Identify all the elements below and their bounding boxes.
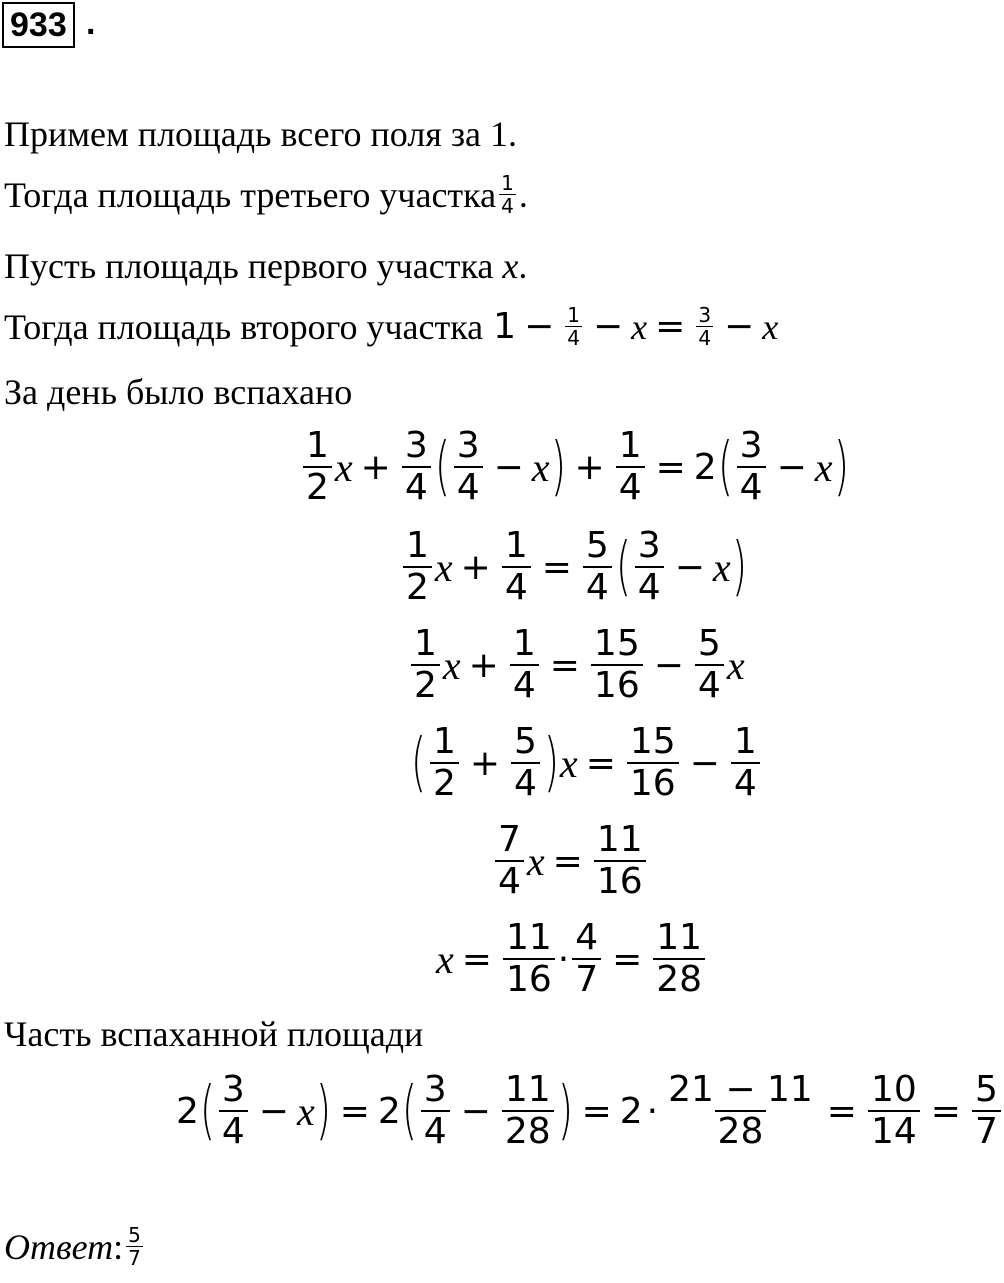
frac-den: 4	[501, 194, 514, 218]
frac-den: 2	[303, 466, 332, 508]
period: .	[518, 246, 528, 286]
frac-den: 7	[128, 1246, 141, 1270]
plus: +	[469, 742, 501, 784]
frac-den: 7	[572, 958, 601, 1000]
fraction-eleven-sixteenths	[503, 918, 555, 1000]
frac-num: 5	[974, 1069, 998, 1110]
fraction-five-quarter	[583, 526, 612, 608]
frac-num: 5	[514, 721, 537, 762]
variable-x: x	[559, 740, 578, 786]
variable-x: x	[434, 544, 453, 590]
frac-den: 4	[219, 1110, 248, 1152]
frac-num: 15	[593, 623, 640, 664]
frac-den: 2	[411, 664, 440, 706]
plus: +	[360, 446, 391, 488]
frac-num: 1	[733, 721, 757, 762]
equals: =	[552, 840, 583, 882]
fraction-ten-fourteenths	[868, 1070, 920, 1152]
frac-den: 4	[510, 664, 539, 706]
number-two: 2	[693, 446, 717, 488]
equation-3	[408, 620, 745, 710]
multiply-dot: ·	[646, 1090, 659, 1132]
fraction-one-half	[303, 426, 332, 508]
fraction-three-quarter	[402, 426, 431, 508]
fraction-three-quarter	[421, 1070, 450, 1152]
variable-x: x	[442, 642, 461, 688]
frac-num: 21 − 11	[668, 1069, 813, 1110]
frac-num: 1	[618, 425, 642, 466]
frac-den: 4	[502, 566, 531, 608]
text-line-5: За день было вспахано	[4, 372, 353, 412]
right-paren: )	[550, 430, 566, 504]
text-line-2-label: Тогда площадь третьего участка	[4, 174, 497, 215]
frac-num: 5	[585, 525, 609, 566]
text-line-3	[4, 244, 527, 288]
right-paren: )	[315, 1074, 331, 1148]
right-paren: )	[833, 430, 849, 504]
multiply-dot: ·	[557, 938, 570, 980]
text-line-2	[4, 172, 528, 217]
equation-1	[300, 422, 849, 512]
variable-x: x	[814, 444, 833, 490]
left-paren: (	[717, 430, 733, 504]
frac-num: 5	[697, 623, 721, 664]
minus: −	[592, 305, 624, 347]
left-paren: (	[434, 430, 450, 504]
left-paren: (	[410, 726, 426, 800]
answer-label: Ответ	[4, 1226, 114, 1267]
frac-num: 1	[432, 721, 456, 762]
fraction-three-quarter	[635, 526, 664, 608]
equals: =	[655, 305, 686, 347]
problem-number-dot: .	[86, 4, 96, 42]
frac-den: 4	[567, 326, 580, 350]
frac-den: 4	[737, 466, 766, 508]
frac-num: 3	[698, 303, 712, 327]
answer-fraction	[126, 1224, 143, 1269]
fraction-one-quarter	[502, 526, 531, 608]
variable-x: x	[526, 838, 545, 884]
frac-den: 4	[421, 1110, 450, 1152]
minus: −	[258, 1090, 289, 1132]
problem-number: 933	[2, 2, 75, 48]
fraction-one-quarter	[731, 722, 760, 804]
frac-num: 3	[221, 1069, 245, 1110]
number-one: 1	[493, 305, 517, 347]
equals: =	[339, 1090, 370, 1132]
fraction-three-quarter	[737, 426, 766, 508]
left-paren: (	[615, 530, 631, 604]
frac-den: 4	[616, 466, 645, 508]
text-line-4	[4, 304, 778, 349]
variable-x: x	[726, 642, 745, 688]
answer-colon: :	[113, 1226, 124, 1267]
fraction-one-half	[403, 526, 432, 608]
variable-x: x	[631, 306, 648, 347]
equals: =	[655, 446, 686, 488]
frac-den: 4	[698, 326, 712, 350]
frac-den: 4	[695, 664, 724, 706]
minus: −	[653, 644, 684, 686]
minus: −	[493, 446, 524, 488]
fraction-fifteen-sixteenths	[627, 722, 679, 804]
frac-den: 16	[594, 860, 646, 902]
minus: −	[460, 1090, 491, 1132]
frac-num: 11	[596, 819, 643, 860]
frac-den: 16	[591, 664, 643, 706]
minus: −	[689, 742, 720, 784]
frac-num: 1	[567, 303, 580, 327]
frac-num: 3	[739, 425, 763, 466]
right-paren: )	[557, 1074, 573, 1148]
equals: =	[581, 1090, 612, 1132]
fraction-one-quarter	[499, 172, 516, 217]
frac-den: 14	[868, 1110, 920, 1152]
fraction-five-quarter	[695, 624, 724, 706]
frac-den: 4	[454, 466, 483, 508]
frac-den: 16	[627, 762, 679, 804]
frac-den: 4	[495, 860, 524, 902]
equation-5	[492, 816, 649, 906]
frac-num: 1	[512, 623, 536, 664]
frac-num: 1	[504, 525, 528, 566]
fraction-fifteen-sixteenths	[591, 624, 643, 706]
equals: =	[826, 1090, 857, 1132]
frac-den: 28	[715, 1110, 767, 1152]
frac-den: 4	[635, 566, 664, 608]
fraction-difference-over-28	[665, 1070, 816, 1152]
frac-num: 1	[306, 425, 329, 466]
variable-x: x	[531, 444, 550, 490]
frac-num: 3	[404, 425, 428, 466]
variable-x: x	[502, 246, 519, 286]
frac-num: 4	[575, 917, 599, 958]
fraction-three-quarter	[696, 304, 713, 349]
equals: =	[612, 938, 643, 980]
frac-num: 10	[870, 1069, 917, 1110]
equals: =	[541, 546, 572, 588]
period: .	[518, 174, 528, 215]
equation-6	[436, 914, 708, 1004]
text-line-6: Часть вспаханной площади	[4, 1014, 424, 1054]
frac-num: 3	[456, 425, 480, 466]
variable-x: x	[334, 444, 353, 490]
frac-num: 11	[504, 1069, 551, 1110]
left-paren: (	[199, 1074, 215, 1148]
fraction-one-quarter	[510, 624, 539, 706]
frac-den: 4	[402, 466, 431, 508]
equation-4	[410, 718, 763, 808]
frac-num: 5	[128, 1223, 141, 1247]
fraction-one-half	[411, 624, 440, 706]
fraction-one-half	[430, 722, 459, 804]
frac-num: 1	[414, 623, 437, 664]
variable-x: x	[436, 936, 454, 982]
variable-x: x	[296, 1088, 315, 1134]
number-two: 2	[619, 1090, 643, 1132]
frac-den: 4	[731, 762, 760, 804]
equals: =	[930, 1090, 961, 1132]
number-two: 2	[377, 1090, 401, 1132]
fraction-eleven-twentyeighths	[502, 1070, 554, 1152]
plus: +	[574, 446, 605, 488]
frac-den: 2	[430, 762, 459, 804]
fraction-eleven-sixteenths	[594, 820, 646, 902]
minus: −	[724, 305, 755, 347]
fraction-five-quarter	[511, 722, 540, 804]
frac-den: 4	[583, 566, 612, 608]
frac-num: 1	[406, 525, 429, 566]
plus: +	[468, 644, 499, 686]
fraction-three-quarter	[219, 1070, 248, 1152]
frac-num: 15	[629, 721, 676, 762]
frac-den: 28	[653, 958, 705, 1000]
equation-7	[176, 1066, 1004, 1156]
frac-den: 7	[972, 1110, 1001, 1152]
frac-den: 16	[503, 958, 555, 1000]
equation-2	[400, 522, 748, 612]
right-paren: )	[543, 726, 559, 800]
fraction-four-sevenths	[572, 918, 601, 1000]
frac-num: 11	[656, 917, 703, 958]
minus: −	[776, 446, 807, 488]
equals: =	[461, 938, 492, 980]
fraction-three-quarter	[454, 426, 483, 508]
frac-num: 1	[501, 171, 514, 195]
plus: +	[460, 546, 491, 588]
answer-line	[4, 1224, 146, 1269]
text-line-3-label: Пусть площадь первого участка	[4, 246, 494, 286]
fraction-eleven-twentyeighths	[653, 918, 705, 1000]
fraction-seven-quarter	[495, 820, 524, 902]
frac-den: 28	[502, 1110, 554, 1152]
frac-num: 11	[505, 917, 552, 958]
frac-num: 3	[637, 525, 661, 566]
frac-num: 3	[423, 1069, 447, 1110]
text-line-1: Примем площадь всего поля за 1.	[4, 114, 518, 154]
text-line-4-label: Тогда площадь второго участка	[4, 306, 484, 347]
equals: =	[585, 742, 616, 784]
frac-den: 2	[403, 566, 432, 608]
equals: =	[549, 644, 580, 686]
fraction-five-sevenths	[972, 1070, 1001, 1152]
variable-x: x	[762, 306, 779, 347]
minus: −	[524, 305, 555, 347]
number-two: 2	[176, 1090, 199, 1132]
variable-x: x	[712, 544, 731, 590]
frac-den: 4	[511, 762, 540, 804]
minus: −	[674, 546, 705, 588]
frac-num: 7	[498, 819, 521, 860]
left-paren: (	[401, 1074, 417, 1148]
right-paren: )	[731, 530, 747, 604]
fraction-one-quarter	[565, 304, 582, 349]
fraction-one-quarter	[616, 426, 645, 508]
